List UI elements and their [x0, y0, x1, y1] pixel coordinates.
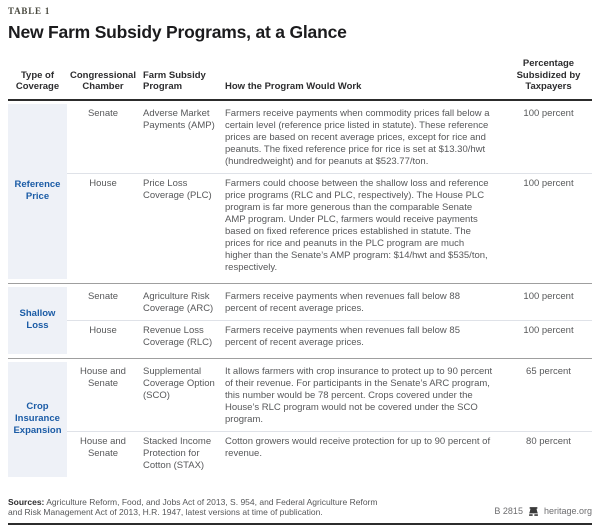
coverage-label: Reference Price — [8, 104, 67, 279]
coverage-label: Shallow Loss — [8, 287, 67, 354]
subsidy-cell: 100 percent — [523, 177, 574, 189]
program-cell: Adverse Market Payments (AMP) — [143, 107, 215, 131]
table-header — [8, 58, 592, 101]
description-cell: It allows farmers with crop insurance to protect up to 90 percent of their revenue. For participants in the Senate’s ARC program, this number would be 78 percent. Crops covered under the House’s RLC program would not be covered under the SCO program. — [225, 365, 493, 425]
heritage-bell-icon — [528, 506, 539, 517]
page-title: New Farm Subsidy Programs, at a Glance — [8, 22, 347, 42]
col-header-percentage-subsidized: Percentage Subsidized by Taxpayers — [516, 58, 581, 92]
footer-branding — [494, 506, 592, 518]
program-cell: Revenue Loss Coverage (RLC) — [143, 324, 213, 348]
col-header-congressional-chamber: Congressional Chamber — [70, 69, 136, 92]
program-cell: Agriculture Risk Coverage (ARC) — [143, 290, 214, 314]
table-body — [8, 101, 592, 477]
report-id: B 2815 — [494, 506, 523, 516]
chamber-cell: Senate — [87, 107, 119, 119]
program-cell: Supplemental Coverage Option (SCO) — [143, 365, 215, 401]
subsidy-cell: 80 percent — [526, 435, 571, 447]
subsidy-cell: 100 percent — [523, 290, 574, 302]
chamber-cell: House — [89, 324, 117, 336]
table-row — [67, 287, 592, 320]
group-shallow-loss — [8, 287, 592, 354]
col-header-farm-subsidy-program: Farm Subsidy Program — [143, 69, 206, 92]
subsidy-cell: 100 percent — [523, 324, 574, 336]
subsidy-cell: 100 percent — [523, 107, 574, 119]
sources-text: Agriculture Reform, Food, and Jobs Act of 2013, S. 954, and Federal Agriculture Reform and Risk Management Act of 2013, H.R. 1947, latest versions at time of publication. — [8, 496, 378, 517]
sources-label: Sources: — [8, 496, 45, 507]
group-divider — [8, 358, 592, 359]
chamber-cell: House and Senate — [80, 365, 126, 389]
table-row — [67, 173, 592, 279]
group-crop-insurance-expansion — [8, 362, 592, 477]
bottom-rule — [8, 523, 592, 525]
col-header-type-of-coverage: Type of Coverage — [15, 69, 60, 92]
table-row — [67, 320, 592, 354]
page-footer — [8, 497, 592, 518]
subsidy-cell: 65 percent — [526, 365, 571, 377]
description-cell: Farmers could choose between the shallow loss and reference price programs (RLC and PLC, respectively). The House PLC program is far more generous than the comparable Senate AMP program. Under PLC, farmers would receive payments based on fixed reference prices established in statute. The prices for rice and peanuts in the PLC program are much higher than the Senate’s AMP program: $14/hwt and $535/ton, respectively. — [225, 177, 489, 273]
table-row — [67, 362, 592, 431]
chamber-cell: House and Senate — [80, 435, 126, 459]
table-row — [67, 104, 592, 173]
group-reference-price — [8, 104, 592, 279]
description-cell: Farmers receive payments when commodity prices fall below a certain level (reference price listed in statute). These reference prices are based on recent average prices, except for rice and peanuts. The fixed reference price for rice is set at $13.30/hwt (hundredweight) and for peanuts at $523.77/ton. — [225, 107, 490, 167]
chamber-cell: Senate — [87, 290, 119, 302]
coverage-label: Crop Insurance Expansion — [8, 362, 67, 477]
table-label: TABLE 1 — [8, 6, 51, 16]
group-divider — [8, 283, 592, 284]
description-cell: Farmers receive payments when revenues fall below 85 percent of recent average prices. — [225, 324, 460, 348]
program-cell: Stacked Income Protection for Cotton (STAX) — [143, 435, 212, 471]
chamber-cell: House — [89, 177, 117, 189]
col-header-how-program-works: How the Program Would Work — [225, 81, 362, 92]
program-cell: Price Loss Coverage (PLC) — [143, 177, 212, 201]
table-row — [67, 431, 592, 477]
description-cell: Farmers receive payments when revenues fall below 88 percent of recent average prices. — [225, 290, 460, 314]
sources-note — [8, 497, 380, 518]
description-cell: Cotton growers would receive protection for up to 90 percent of revenue. — [225, 435, 491, 459]
heritage-link: heritage.org — [543, 506, 592, 516]
